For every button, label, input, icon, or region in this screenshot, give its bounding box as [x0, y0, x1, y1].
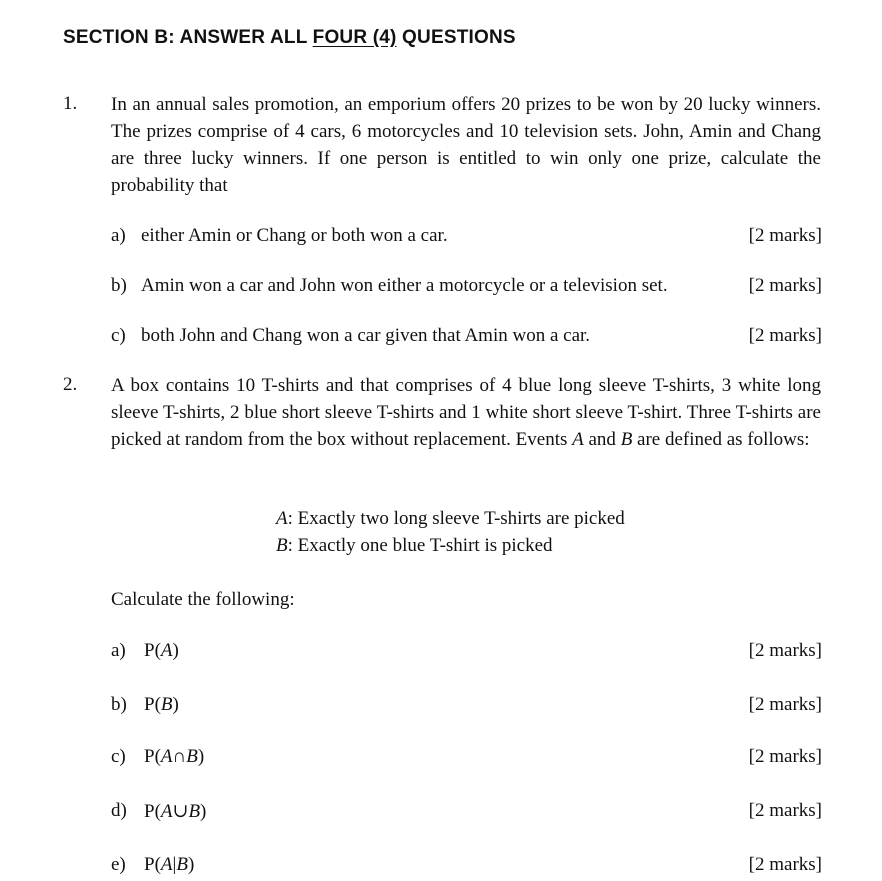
- q1-part-a: [111, 225, 822, 251]
- prob-close: ): [187, 854, 195, 875]
- q2-part-b: [111, 694, 822, 720]
- part-expression: [144, 854, 194, 876]
- question-1-number: 1.: [63, 93, 78, 114]
- prob-p: P(: [144, 640, 161, 661]
- part-label: d): [111, 800, 127, 821]
- part-marks: [2 marks]: [748, 746, 822, 767]
- q2-part-e: [111, 854, 822, 880]
- part-label: c): [111, 325, 126, 346]
- q2-part-c: [111, 746, 822, 772]
- part-label: b): [111, 694, 127, 715]
- prob-op: ∪: [172, 801, 189, 822]
- part-label: a): [111, 640, 126, 661]
- prob-close: ): [172, 640, 179, 661]
- q2-text-mid: and: [583, 429, 621, 450]
- event-a-definition: [276, 508, 625, 530]
- prob-p: P(: [144, 854, 161, 875]
- prob-var: A: [160, 640, 173, 661]
- event-var: A: [276, 508, 288, 529]
- heading-underlined: FOUR (4): [312, 27, 397, 48]
- heading-prefix: SECTION B: ANSWER ALL: [63, 27, 313, 48]
- prob-p: P(: [144, 746, 161, 767]
- section-heading: [63, 27, 516, 49]
- event-desc: : Exactly one blue T-shirt is picked: [287, 535, 553, 556]
- prob-var: B: [176, 854, 188, 875]
- part-expression: [144, 640, 179, 662]
- q1-part-c: [111, 325, 822, 351]
- part-marks: [2 marks]: [748, 854, 822, 875]
- prob-close: ): [200, 801, 207, 822]
- part-text: either Amin or Chang or both won a car.: [141, 225, 448, 246]
- event-var: B: [276, 535, 288, 556]
- part-marks: [2 marks]: [748, 694, 822, 715]
- prob-var: A: [160, 746, 173, 767]
- q1-part-b: [111, 275, 822, 301]
- question-2-text: [111, 372, 821, 453]
- q2-part-d: [111, 800, 822, 826]
- prob-var: A: [160, 854, 173, 875]
- part-marks: [2 marks]: [748, 325, 822, 346]
- part-marks: [2 marks]: [748, 225, 822, 246]
- part-marks: [2 marks]: [748, 275, 822, 296]
- prob-close: ): [197, 746, 205, 767]
- part-label: a): [111, 225, 126, 246]
- event-b-definition: [276, 535, 553, 557]
- part-label: b): [111, 275, 127, 296]
- part-text: Amin won a car and John won either a motorcycle or a television set.: [141, 275, 668, 296]
- part-label: e): [111, 854, 126, 875]
- prob-op: |: [172, 854, 177, 875]
- prob-var: B: [186, 746, 198, 767]
- part-marks: [2 marks]: [748, 800, 822, 821]
- prob-var: A: [160, 801, 173, 822]
- q2-var-a: A: [572, 429, 584, 450]
- prob-p: P(: [144, 694, 161, 715]
- q2-text-before: A box contains 10 T-shirts and that comprises of 4 blue long sleeve T-shirts, 3 white long sleeve T-shirts, 2 blue short sleeve T-shirts and 1 white short sleeve T-shirt. Three T-shirts are picked at random from the box without replacement. Events: [111, 375, 821, 450]
- heading-suffix: QUESTIONS: [396, 27, 516, 48]
- q2-part-a: [111, 640, 822, 666]
- prob-op: ∩: [172, 746, 187, 767]
- q2-text-after: are defined as follows:: [632, 429, 810, 450]
- part-label: c): [111, 746, 126, 767]
- part-expression: [144, 746, 204, 768]
- event-desc: : Exactly two long sleeve T-shirts are picked: [287, 508, 625, 529]
- part-expression: [144, 800, 206, 823]
- question-2-number: 2.: [63, 374, 78, 395]
- question-1-text: In an annual sales promotion, an emporium offers 20 prizes to be won by 20 lucky winners. The prizes comprise of 4 cars, 6 motorcycles and 10 television sets. John, Amin and Chang are three lucky winners. If one person is entitled to win only one prize, calculate the probability that: [111, 94, 821, 196]
- prob-var: B: [160, 694, 173, 715]
- q2-instruction: Calculate the following:: [111, 589, 295, 610]
- prob-var: B: [188, 801, 201, 822]
- part-marks: [2 marks]: [748, 640, 822, 661]
- part-expression: [144, 694, 179, 716]
- prob-p: P(: [144, 801, 161, 822]
- part-text: both John and Chang won a car given that Amin won a car.: [141, 325, 591, 346]
- q2-var-b: B: [620, 429, 633, 450]
- prob-close: ): [172, 694, 179, 715]
